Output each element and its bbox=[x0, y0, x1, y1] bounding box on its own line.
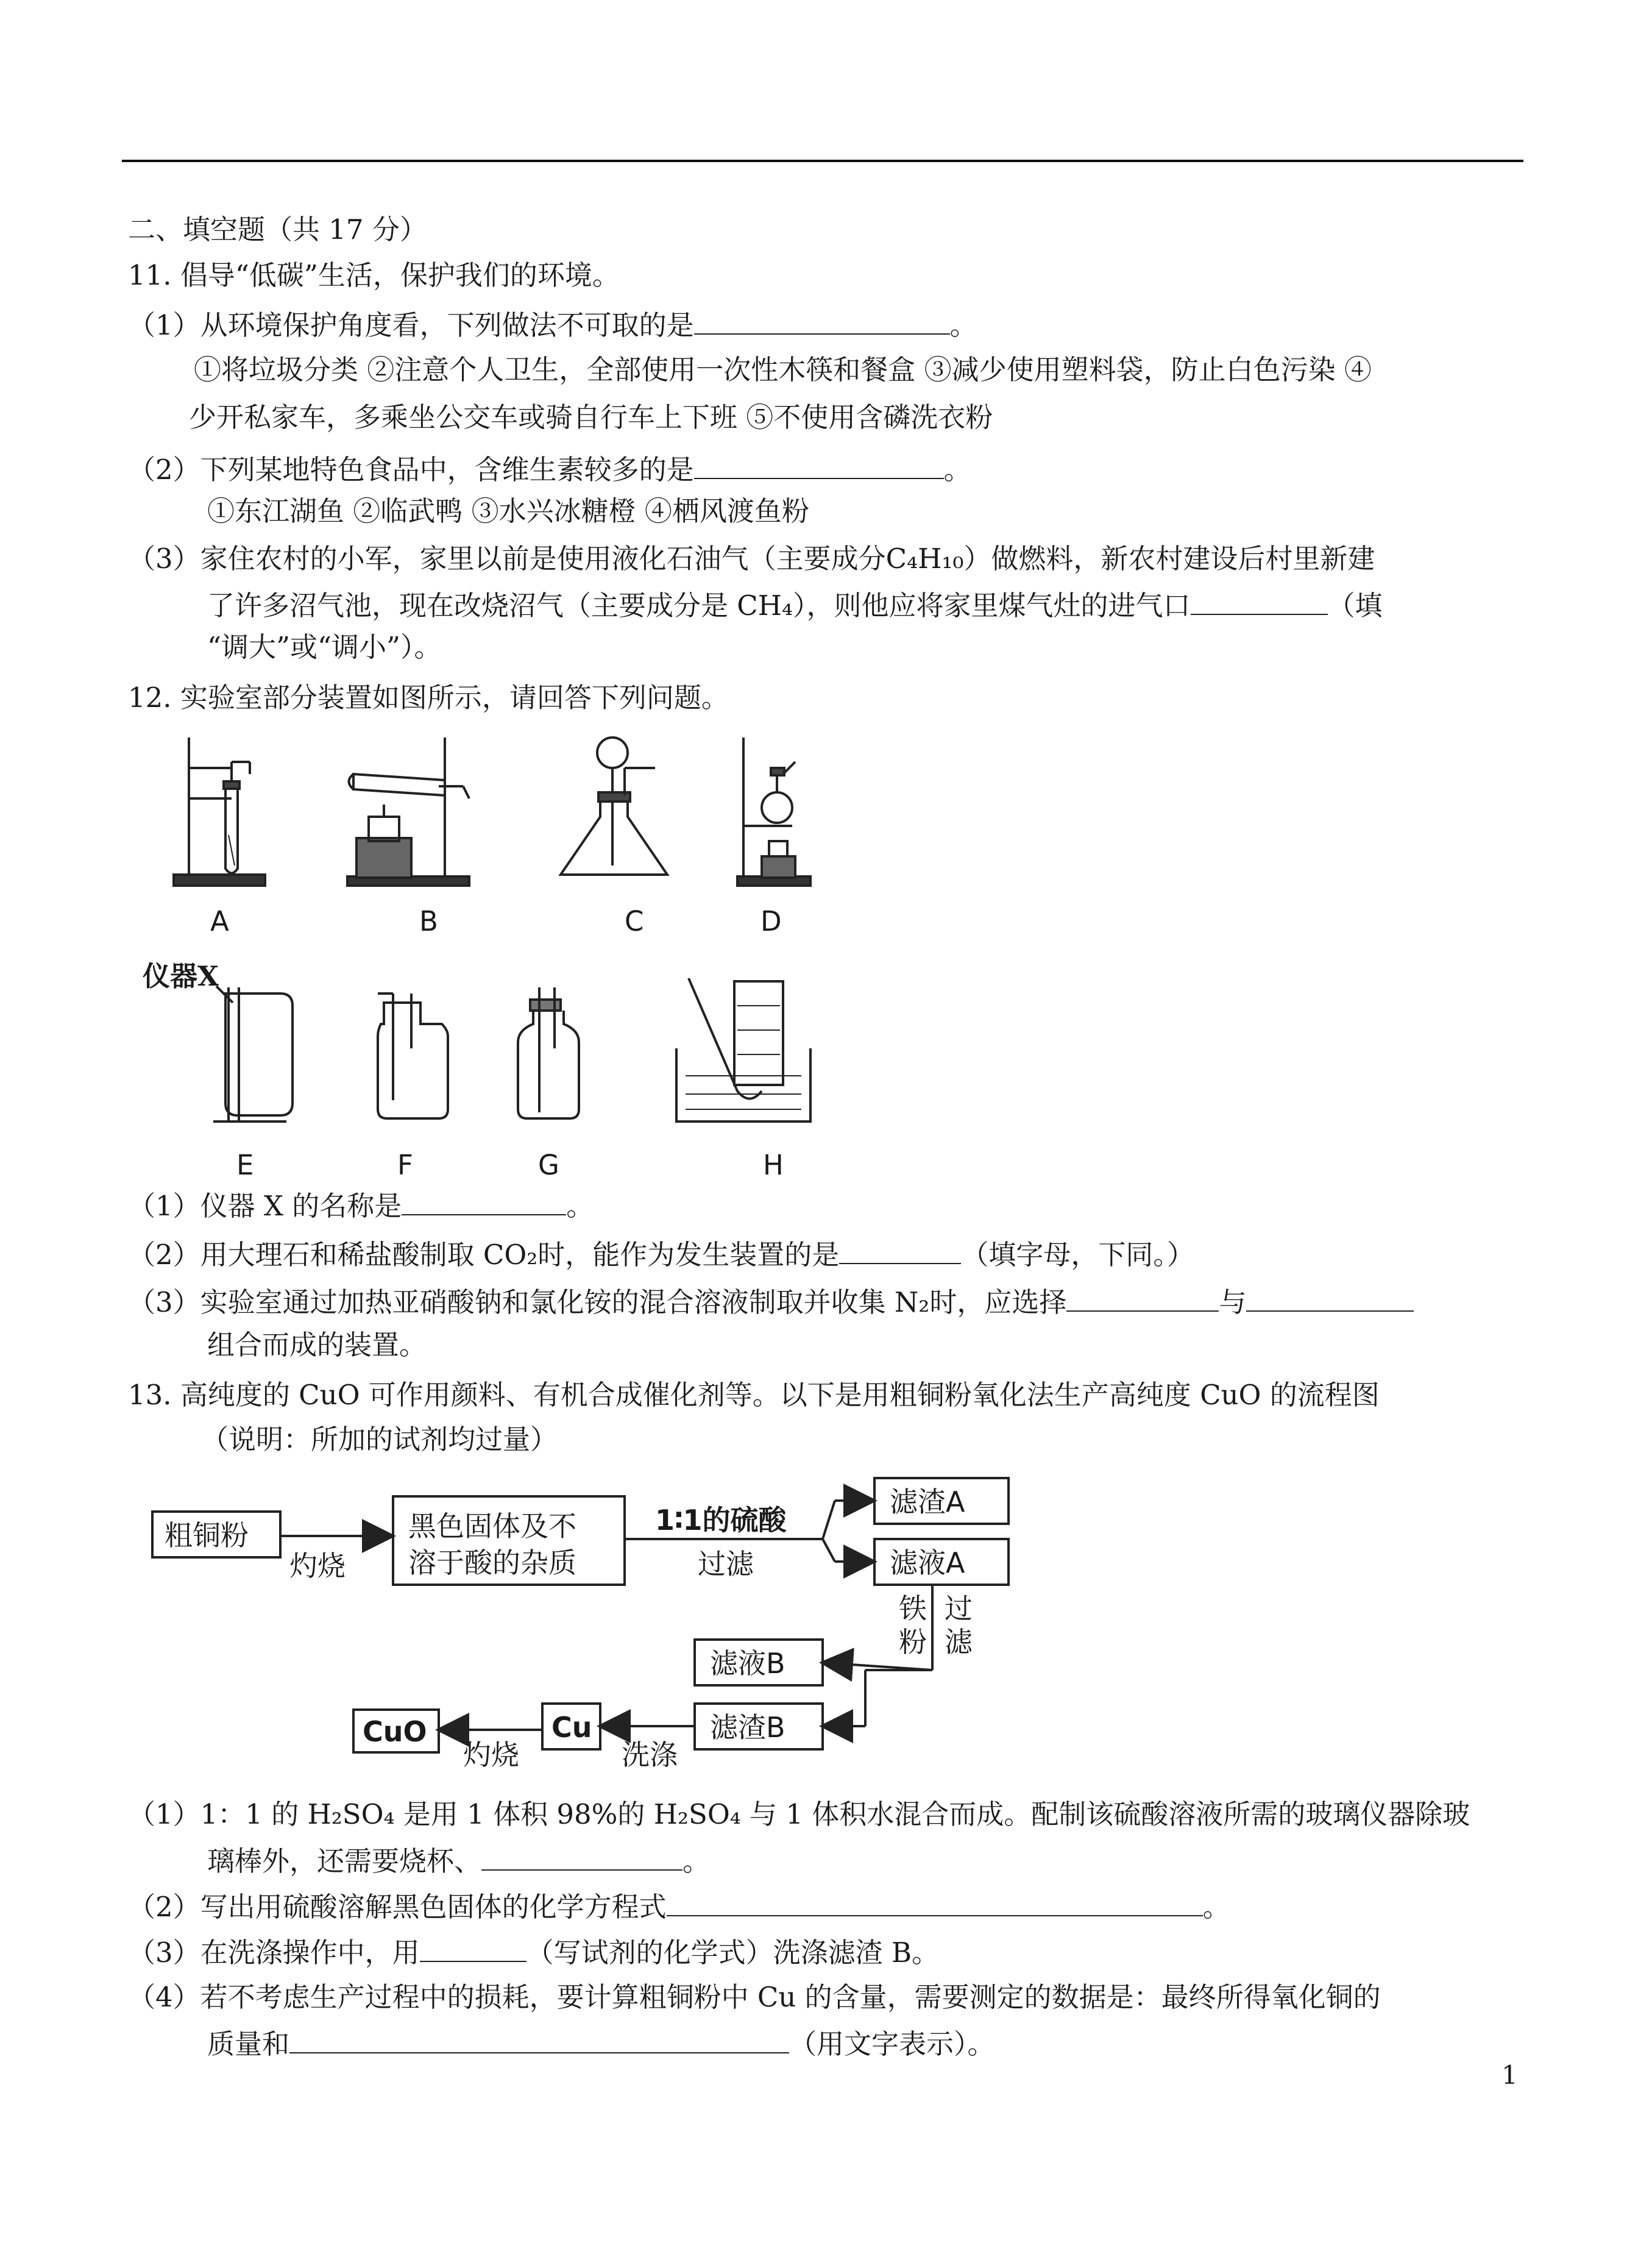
apparatus-c bbox=[561, 738, 667, 875]
flow-raw-copper: 粗铜粉 bbox=[165, 1519, 249, 1552]
flow-filter2-1: 过 bbox=[945, 1592, 973, 1625]
label-b: B bbox=[419, 905, 438, 937]
flow-cuo: CuO bbox=[363, 1715, 427, 1748]
answer-blank[interactable] bbox=[289, 2027, 789, 2053]
q13-part1-cont: 璃棒外，还需要烧杯、 。 bbox=[207, 1845, 711, 1877]
flow-filtrate-a: 滤液A bbox=[890, 1546, 965, 1579]
q11-part2: （2）下列某地特色食品中，含维生素较多的是 。 bbox=[128, 453, 971, 486]
answer-blank[interactable] bbox=[667, 1889, 1203, 1916]
q13-part4: （4）若不考虑生产过程中的损耗，要计算粗铜粉中 Cu 的含量，需要测定的数据是：最终所得氧化铜的 bbox=[128, 1981, 1381, 2013]
flow-wash: 洗涤 bbox=[622, 1738, 678, 1771]
q11-stem: 11. 倡导“低碳”生活，保护我们的环境。 bbox=[128, 259, 620, 291]
flow-iron-1: 铁 bbox=[899, 1592, 927, 1625]
apparatus-b bbox=[347, 738, 469, 886]
q13-part1: （1）1：1 的 H₂SO₄ 是用 1 体积 98%的 H₂SO₄ 与 1 体积水混合而成。配制该硫酸溶液所需的玻璃仪器除玻 bbox=[128, 1798, 1470, 1830]
answer-blank[interactable] bbox=[694, 308, 950, 335]
answer-blank[interactable] bbox=[694, 452, 944, 479]
q12-part3: （3）实验室通过加热亚硝酸钠和氯化铵的混合溶液制取并收集 N₂时，应选择 与 bbox=[128, 1285, 1414, 1319]
q11-part3: （3）家住农村的小军，家里以前是使用液化石油气（主要成分C₄H₁₀）做燃料，新农村建设后村里新建 bbox=[128, 542, 1375, 575]
q12-stem: 12. 实验室部分装置如图所示，请回答下列问题。 bbox=[128, 681, 729, 714]
apparatus-a bbox=[174, 738, 265, 886]
page-number: 1 bbox=[1502, 2060, 1518, 2090]
q11-part1: （1）从环境保护角度看，下列做法不可取的是 。 bbox=[128, 309, 977, 341]
flow-chart bbox=[140, 1469, 1036, 1786]
q11-part1-options: ①将垃圾分类 ②注意个人卫生，全部使用一次性木筷和餐盒 ③减少使用塑料袋，防止白色污染 ④ bbox=[194, 354, 1372, 386]
flow-residue-a: 滤渣A bbox=[890, 1485, 965, 1518]
label-a: A bbox=[210, 905, 229, 937]
answer-blank[interactable] bbox=[1066, 1285, 1219, 1312]
q13-stem: 13. 高纯度的 CuO 可作用颜料、有机合成催化剂等。以下是用粗铜粉氧化法生产高纯度 CuO 的流程图 bbox=[128, 1379, 1380, 1411]
apparatus-e bbox=[213, 987, 292, 1122]
q12-part2: （2）用大理石和稀盐酸制取 CO₂时，能作为发生装置的是 （填字母，下同。） bbox=[128, 1239, 1194, 1271]
label-g: G bbox=[538, 1149, 559, 1181]
q11-part3-cont2: “调大”或“调小”）。 bbox=[207, 631, 442, 663]
flow-filter-1: 过滤 bbox=[698, 1548, 754, 1580]
flow-filtrate-b: 滤液B bbox=[710, 1647, 785, 1680]
apparatus-row-1 bbox=[158, 725, 981, 945]
q13-part2: （2）写出用硫酸溶解黑色固体的化学方程式 。 bbox=[128, 1891, 1230, 1923]
flow-acid: 1∶1的硫酸 bbox=[655, 1504, 787, 1537]
section-title: 二、填空题（共 17 分） bbox=[128, 213, 427, 246]
q13-part3: （3）在洗涤操作中，用 （写试剂的化学式）洗涤滤渣 B。 bbox=[128, 1936, 940, 1969]
apparatus-f bbox=[378, 994, 448, 1118]
flow-iron-2: 粉 bbox=[899, 1626, 927, 1658]
apparatus-h bbox=[676, 978, 810, 1122]
q11-part2-options: ①东江湖鱼 ②临武鸭 ③水兴冰糖橙 ④栖风渡鱼粉 bbox=[207, 495, 809, 527]
flow-black-solid-1: 黑色固体及不 bbox=[408, 1510, 576, 1543]
q11-part3-cont: 了许多沼气池，现在改烧沼气（主要成分是 CH₄），则他应将家里煤气灶的进气口 （填 bbox=[207, 589, 1383, 622]
q11-part1-options-cont: 少开私家车，多乘坐公交车或骑自行车上下班 ⑤不使用含磷洗衣粉 bbox=[189, 401, 993, 433]
q13-part4-cont: 质量和 （用文字表示）。 bbox=[207, 2028, 995, 2060]
flow-residue-b: 滤渣B bbox=[710, 1711, 785, 1744]
apparatus-d bbox=[737, 738, 810, 886]
answer-blank[interactable] bbox=[839, 1237, 961, 1264]
flow-black-solid-2: 溶于酸的杂质 bbox=[408, 1546, 576, 1579]
flow-filter2-2: 滤 bbox=[945, 1626, 973, 1658]
instrument-x-label: 仪器X bbox=[143, 960, 219, 992]
flow-step-burn: 灼烧 bbox=[289, 1549, 346, 1582]
answer-blank[interactable] bbox=[1246, 1285, 1414, 1312]
label-f: F bbox=[397, 1149, 413, 1181]
label-c: C bbox=[625, 905, 644, 937]
apparatus-g bbox=[518, 987, 579, 1118]
q12-part3-cont: 组合而成的装置。 bbox=[207, 1329, 427, 1361]
flow-step-burn-final: 灼烧 bbox=[463, 1738, 519, 1771]
flow-cu: Cu bbox=[551, 1711, 592, 1744]
label-e: E bbox=[236, 1149, 254, 1181]
header-rule bbox=[122, 160, 1523, 162]
q13-note: （说明：所加的试剂均过量） bbox=[201, 1423, 558, 1456]
answer-blank[interactable] bbox=[1191, 588, 1328, 615]
answer-blank[interactable] bbox=[420, 1935, 526, 1962]
label-h: H bbox=[763, 1149, 784, 1181]
label-d: D bbox=[760, 905, 782, 937]
answer-blank[interactable] bbox=[481, 1844, 682, 1871]
apparatus-row-2 bbox=[201, 969, 871, 1152]
answer-blank[interactable] bbox=[402, 1189, 566, 1215]
q12-part1: （1）仪器 X 的名称是 。 bbox=[128, 1190, 594, 1222]
